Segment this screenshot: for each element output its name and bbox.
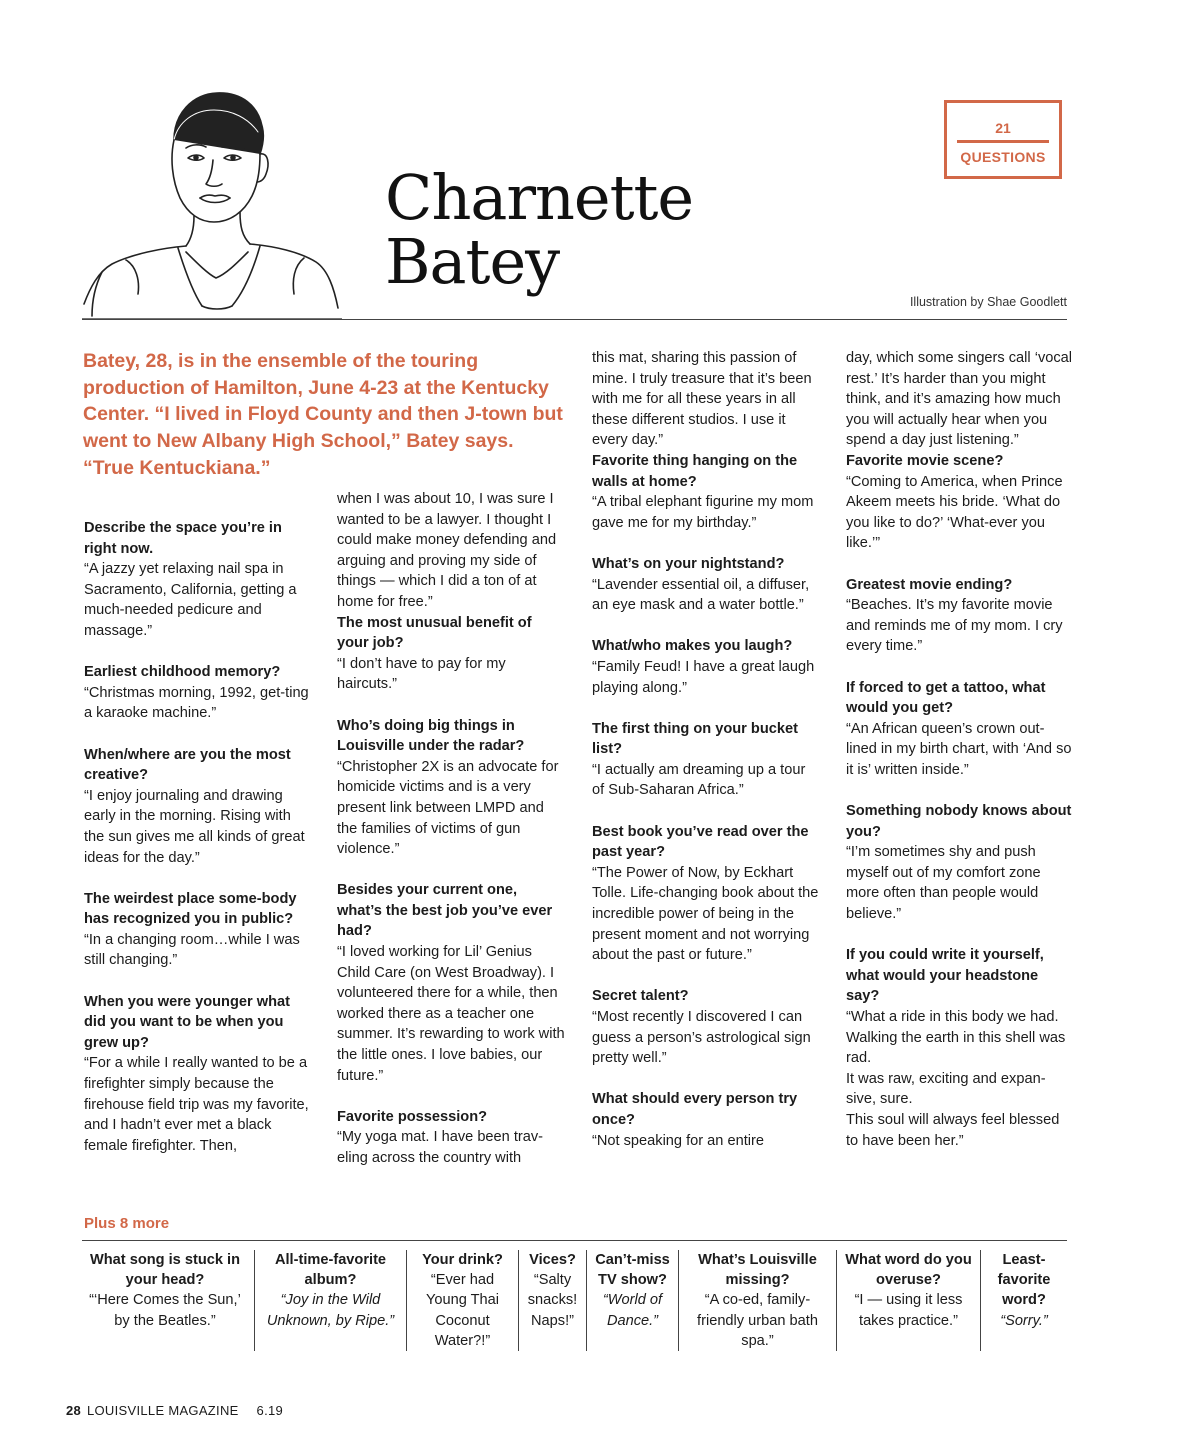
quick-answer: “A co-ed, family-friendly urban bath spa.” [697,1292,818,1349]
quick-question: Least-favorite word? [997,1252,1051,1309]
qa-item [846,945,1074,1151]
question: What’s on your nightstand? [592,555,785,572]
answer: “My yoga mat. I have been trav-eling across the country with [337,1129,544,1166]
quick-answer: “Sorry.” [1000,1312,1048,1329]
answer-headstone: “What a ride in this body we had. Walking the earth in this shell was rad. It was raw, exciting and expan-sive, sure. This soul will always feel blessed to have been her.” [846,1009,1066,1149]
quick-question: All-time-favorite album? [274,1252,387,1289]
quick-qa-item [254,1250,406,1351]
question: Best book you’ve read over the past year? [592,823,809,861]
question: What should every person try once? [592,1091,798,1128]
qa-item [84,518,309,642]
column-1 [84,518,309,1177]
answer: “An African queen’s crown out-lined in my birth chart, with ‘And so it is’ written inside.” [846,720,1072,778]
answer: “I don’t have to pay for my haircuts.” [337,655,506,693]
qa-item [592,719,820,801]
question: Earliest childhood memory? [84,664,281,681]
question: If forced to get a tattoo, what would you get? [846,679,1046,717]
quick-question: Your drink? [422,1252,503,1268]
question: When you were younger what did you want to be when you grew up? [84,993,290,1051]
question: The most unusual benefit of your job? [337,614,532,652]
quick-answer: “‘Here Comes the Sun,’ by the Beatles.” [89,1292,241,1329]
qa-item [84,745,309,869]
qa-item [846,451,1074,554]
quick-question: What song is stuck in your head? [89,1252,240,1289]
page-title [385,161,694,298]
answer: “Most recently I discovered I can guess a person’s astrological sign pretty well.” [592,1009,811,1067]
qa-item [592,822,820,966]
answer: “Christmas morning, 1992, get-ting a karaoke machine.” [84,684,309,722]
answer: “Christopher 2X is an advocate for homicide victims and is a very present link between LMPD and the families of victims of gun violence.” [337,758,559,858]
title-first-name: Charnette [385,161,694,234]
badge-divider [957,140,1049,143]
answer: “I enjoy journaling and drawing early in the morning. Rising with the sun gives me all kinds of great ideas for the day.” [84,787,305,866]
answer: “In a changing room…while I was still changing.” [84,931,300,969]
answer: “Family Feud! I have a great laugh playing along.” [592,658,815,696]
question: The weirdest place some-body has recognized you in public? [84,890,297,928]
issue-date: 6.19 [256,1403,284,1418]
question: Favorite possession? [337,1108,488,1125]
answer: “Beaches. It’s my favorite movie and reminds me of my mom. I cry every time.” [846,597,1063,655]
quick-question: Can’t-miss TV show? [595,1252,670,1289]
quick-answer: “Joy in the Wild Unknown, by Ripe.” [266,1292,395,1329]
question: Favorite movie scene? [846,452,1004,469]
answer: “For a while I really wanted to be a firefighter simply because the firehouse field trip was my favorite, and I hadn’t ever met a black female firefighter. Then, [84,1055,309,1154]
plus-more-heading: Plus 8 more [84,1215,170,1232]
quick-qa-item [678,1250,836,1351]
quick-question: What word do you overuse? [845,1252,972,1289]
qa-item [592,986,820,1068]
question: Greatest movie ending? [846,576,1013,593]
portrait-illustration [82,88,342,320]
header-divider [82,319,1067,320]
answer-continued: this mat, sharing this passion of mine. I truly treasure that it’s been with me for all these years in all these different studios. I use it every day.” [592,350,812,449]
quick-qa-item [82,1250,254,1351]
qa-item [592,1089,820,1151]
column-4 [846,348,1074,1172]
qa-item [84,889,309,971]
answer: “Lavender essential oil, a diffuser, an eye mask and a water bottle.” [592,576,810,614]
quick-answer: “I — using it less takes practice.” [854,1292,963,1329]
answer: “I actually am dreaming up a tour of Sub-Saharan Africa.” [592,761,806,799]
question: Who’s doing big things in Louisville under the radar? [337,717,525,755]
question: Favorite thing hanging on the walls at home? [592,452,798,490]
plus-more-row [82,1250,1067,1351]
quick-qa-item [406,1250,518,1351]
quick-qa-item [836,1250,980,1351]
question: Besides your current one, what’s the best job you’ve ever had? [337,882,553,940]
answer: “A jazzy yet relaxing nail spa in Sacramento, California, getting a much-needed pedicure and massage.” [84,561,297,639]
question: If you could write it yourself, what would your headstone say? [846,947,1044,1005]
qa-item [846,575,1074,657]
qa-item [846,801,1074,925]
intro-paragraph: Batey, 28, is in the ensemble of the touring production of Hamilton, June 4-23 at the Kentucky Center. “I lived in Floyd County and then J-town but went to New Albany High School,” Batey says. “True Kentuckiana.” [83,350,563,479]
question: Something nobody knows about you? [846,803,1072,840]
illustration-credit: Illustration by Shae Goodlett [909,295,1067,309]
badge-label: QUESTIONS [960,149,1046,165]
title-last-name: Batey [385,225,560,298]
qa-item [592,554,820,616]
qa-item [337,1107,565,1169]
qa-item [846,678,1074,781]
question: When/where are you the most creative? [84,746,291,784]
questions-badge [944,100,1062,179]
badge-number: 21 [995,120,1011,136]
qa-item [337,613,565,695]
answer: “Coming to America, when Prince Akeem meets his bride. ‘What do you like to do?’ ‘What-ever you like.’” [846,473,1063,552]
qa-item [337,716,565,860]
quick-answer: “Ever had Young Thai Coconut Water?!” [425,1272,500,1349]
page-footer [66,1403,283,1418]
column-3 [592,348,820,1172]
answer: “I’m sometimes shy and push myself out of my comfort zone more often than people would believe.” [846,844,1041,923]
qa-item [592,451,820,533]
qa-item [84,992,309,1157]
quick-qa-item [586,1250,678,1351]
column-2 [337,489,565,1189]
page-number: 28 [66,1403,82,1418]
plus-more-divider [82,1240,1067,1241]
answer: “A tribal elephant figurine my mom gave me for my birthday.” [592,494,814,531]
answer-continued: day, which some singers call ‘vocal rest.’ It’s harder than you might think, and it’s amazing how much you will actually hear when you spend a day just listening.” [846,350,1073,449]
question: Describe the space you’re in right now. [84,520,282,557]
answer: “Not speaking for an entire [592,1132,764,1149]
magazine-name: LOUISVILLE MAGAZINE [86,1403,239,1418]
qa-item [337,880,565,1086]
answer: “I loved working for Lil’ Genius Child Care (on West Broadway). I volunteered there for a while, then worked there as a teacher one summer. It’s rewarding to work with the little ones. I love babies, our future.” [337,944,565,1084]
quick-answer: “Salty snacks! Naps!” [527,1272,578,1329]
quick-answer: “World of Dance.” [602,1292,663,1329]
question: The first thing on your bucket list? [592,720,798,758]
quick-question: Vices? [529,1252,576,1268]
answer: “The Power of Now, by Eckhart Tolle. Life-changing book about the incredible power of being in the present moment and not worrying about the past or future.” [592,864,819,964]
qa-item [84,662,309,724]
answer-continued: when I was about 10, I was sure I wanted to be a lawyer. I thought I could make money defending and arguing and proving my side of things — which I did a ton of at home for free.” [337,491,557,610]
question: Secret talent? [592,988,689,1005]
quick-qa-item [980,1250,1067,1351]
question: What/who makes you laugh? [592,638,793,655]
qa-item [592,636,820,698]
quick-question: What’s Louisville missing? [698,1252,817,1289]
quick-qa-item [518,1250,586,1351]
